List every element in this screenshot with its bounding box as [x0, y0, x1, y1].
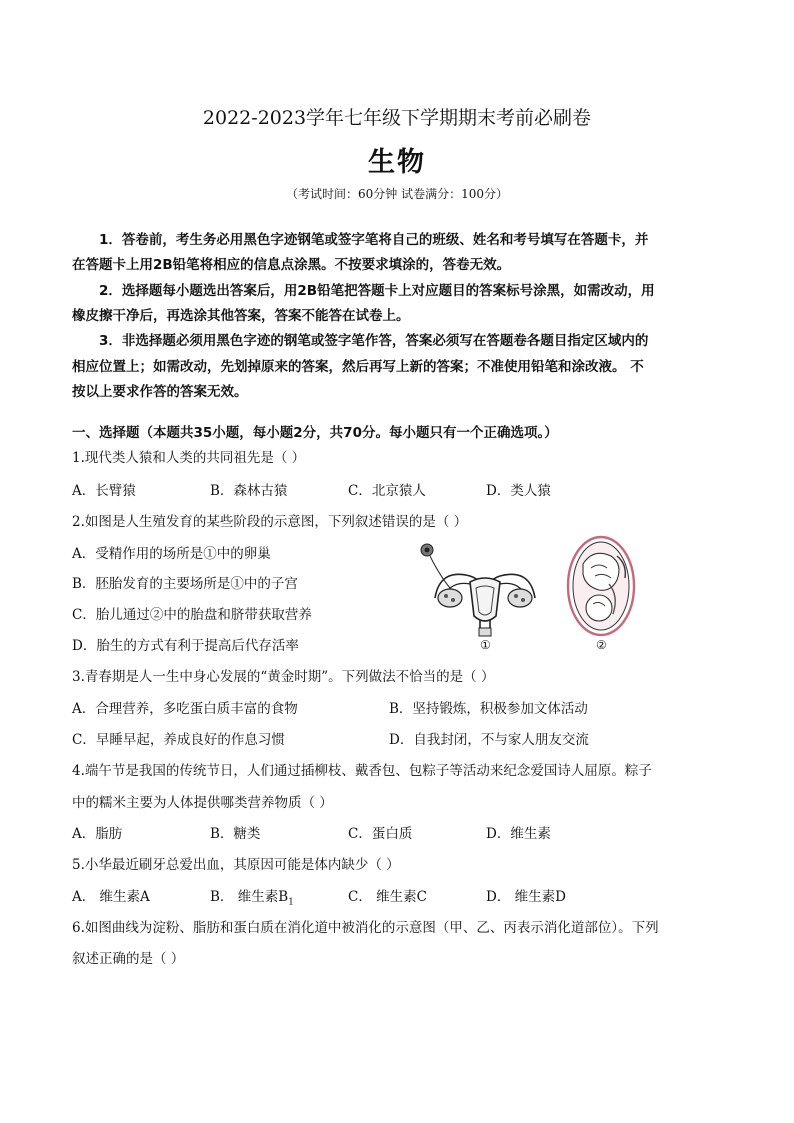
question-4-stem-line2: 中的糯米主要为人体提供哪类营养物质（ ）	[72, 795, 333, 811]
q2-option-c: C．胎儿通过②中的胎盘和脐带获取营养	[72, 607, 312, 623]
notice-line: 橡皮擦干净后，再选涂其他答案，答案不能答在试卷上。	[72, 308, 410, 324]
q2-option-b: B．胚胎发育的主要场所是①中的子宫	[72, 576, 298, 592]
q5-option-b-text: B． 维生素B	[210, 889, 289, 905]
question-2-stem: 2.如图是人生殖发育的某些阶段的示意图，下列叙述错误的是（ ）	[72, 514, 468, 530]
q3-option-d: D．自我封闭，不与家人朋友交流	[389, 732, 589, 748]
q4-option-b: B．糖类	[210, 826, 261, 842]
q1-option-d: D．类人猿	[486, 483, 551, 499]
figure-label-2: ②	[596, 638, 607, 652]
q1-option-c: C．北京猿人	[348, 483, 426, 499]
exam-meta: （考试时间：60分钟 试卷满分：100分）	[286, 187, 508, 201]
q5-option-a: A． 维生素A	[72, 889, 150, 905]
q3-option-c: C．早睡早起，养成良好的作息习惯	[72, 732, 285, 748]
q1-option-b: B．森林古猿	[210, 483, 288, 499]
fetus-figure	[565, 534, 637, 638]
q3-option-a: A．合理营养，多吃蛋白质丰富的食物	[72, 701, 298, 717]
q2-option-a: A．受精作用的场所是①中的卵巢	[72, 546, 271, 562]
figure-label-1: ①	[480, 638, 491, 652]
q4-option-a: A．脂肪	[72, 826, 123, 842]
question-5-stem: 5.小华最近刷牙总爱出血，其原因可能是体内缺少（ ）	[72, 857, 400, 873]
question-3-stem: 3.青春期是人一生中身心发展的“黄金时期”。下列做法不恰当的是（ ）	[72, 669, 495, 685]
notice-line: 按以上要求作答的答案无效。	[72, 384, 248, 400]
exam-subject: 生物	[368, 147, 426, 178]
notice-line: 1．答卷前，考生务必用黑色字迹钢笔或签字笔将自己的班级、姓名和考号填写在答题卡，并	[99, 232, 649, 248]
q1-option-a: A．长臂猿	[72, 483, 136, 499]
q3-option-b: B．坚持锻炼，积极参加文体活动	[389, 701, 588, 717]
q5-option-b-subscript: 1	[288, 897, 294, 908]
q4-option-c: C．蛋白质	[348, 826, 413, 842]
notice-line: 在答题卡上用2B铅笔将相应的信息点涂黑。不按要求填涂的，答卷无效。	[72, 257, 511, 273]
exam-title: 2022-2023学年七年级下学期期末考前必刷卷	[202, 107, 592, 129]
question-6-stem-line2: 叙述正确的是（ ）	[72, 951, 185, 967]
question-6-stem-line1: 6.如图曲线为淀粉、脂肪和蛋白质在消化道中被消化的示意图（甲、乙、丙表示消化道部位）。下列	[72, 920, 659, 936]
notice-line: 3．非选择题必须用黑色字迹的钢笔或签字笔作答，答案必须写在答题卷各题目指定区域内的	[99, 333, 649, 349]
section-heading: 一、选择题（本题共35小题，每小题2分，共70分。每小题只有一个正确选项。）	[72, 425, 558, 441]
q5-option-b	[210, 885, 294, 908]
notice-line: 2．选择题每小题选出答案后，用2B铅笔把答题卡上对应题目的答案标号涂黑，如需改动，用	[99, 283, 655, 299]
notice-line: 相应位置上；如需改动，先划掉原来的答案，然后再写上新的答案；不准使用铅笔和涂改液。 不	[72, 359, 644, 375]
q5-option-d: D． 维生素D	[486, 889, 566, 905]
question-4-stem-line1: 4.端午节是我国的传统节日，人们通过插柳枝、戴香包、包粽子等活动来纪念爱国诗人屈原。粽子	[72, 763, 652, 779]
q2-option-d: D．胎生的方式有利于提高后代存活率	[72, 638, 299, 654]
question-1-stem: 1.现代类人猿和人类的共同祖先是（ ）	[72, 450, 306, 466]
q5-option-c: C． 维生素C	[348, 889, 427, 905]
q4-option-d: D．维生素	[486, 826, 551, 842]
